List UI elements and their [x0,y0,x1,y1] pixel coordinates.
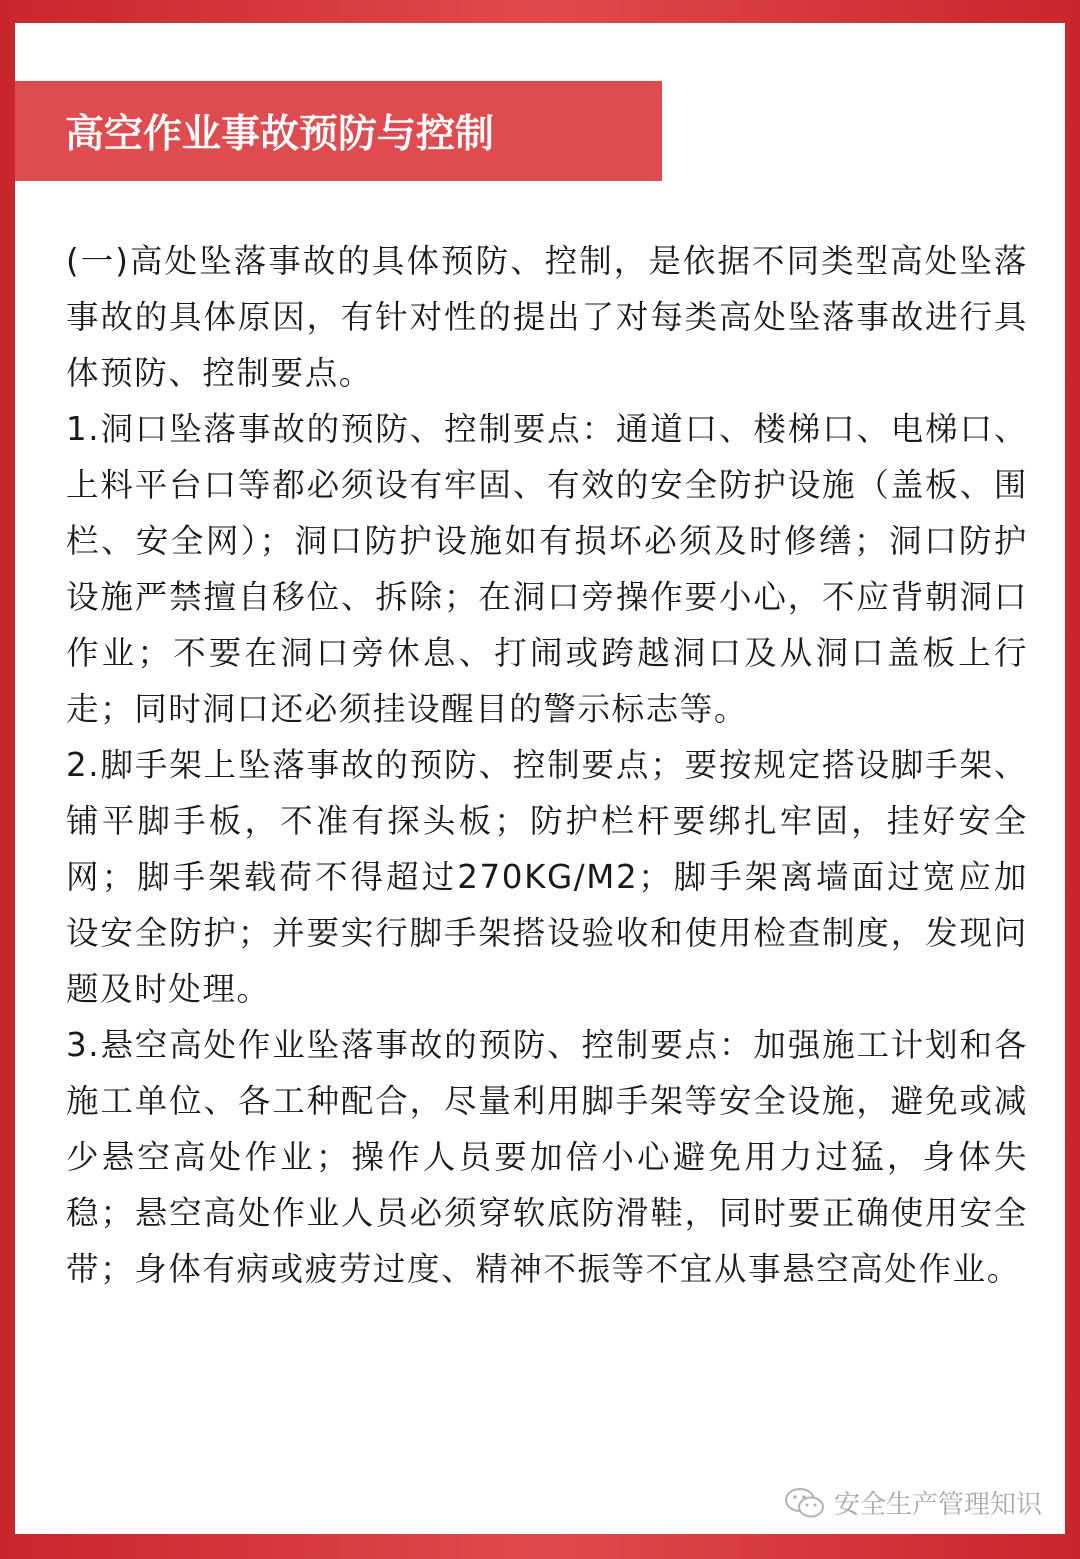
wechat-icon [784,1486,826,1520]
watermark [784,1484,1042,1521]
page-title: 高空作业事故预防与控制 [65,112,495,157]
article-body [66,233,1028,1297]
paragraph-item-3: 3.悬空高处作业坠落事故的预防、控制要点：加强施工计划和各施工单位、各工种配合，尽量利用脚手架等安全设施，避免或减少悬空高处作业；操作人员要加倍小心避免用力过猛，身体失稳；悬空高处作业人员必须穿软底防滑鞋，同时要正确使用安全带；身体有病或疲劳过度、精神不振等不宜从事悬空高处作业。 [66,1026,1028,1288]
paragraph-item-2: 2.脚手架上坠落事故的预防、控制要点；要按规定搭设脚手架、铺平脚手板，不准有探头板；防护栏杆要绑扎牢固，挂好安全网；脚手架载荷不得超过270KG/M2；脚手架离墙面过宽应加设安全防护；并要实行脚手架搭设验收和使用检查制度，发现问题及时处理。 [66,746,1028,1008]
watermark-text: 安全生产管理知识 [833,1490,1042,1520]
title-banner [15,81,662,181]
paragraph-item-1: 1.洞口坠落事故的预防、控制要点：通道口、楼梯口、电梯口、上料平台口等都必须设有牢固、有效的安全防护设施（盖板、围栏、安全网）；洞口防护设施如有损坏必须及时修缮；洞口防护设施严禁擅自移位、拆除；在洞口旁操作要小心，不应背朝洞口作业；不要在洞口旁休息、打闹或跨越洞口及从洞口盖板上行走；同时洞口还必须挂设醒目的警示标志等。 [66,410,1028,728]
paragraph-intro: (一)高处坠落事故的具体预防、控制，是依据不同类型高处坠落事故的具体原因，有针对性的提出了对每类高处坠落事故进行具体预防、控制要点。 [66,242,1028,392]
